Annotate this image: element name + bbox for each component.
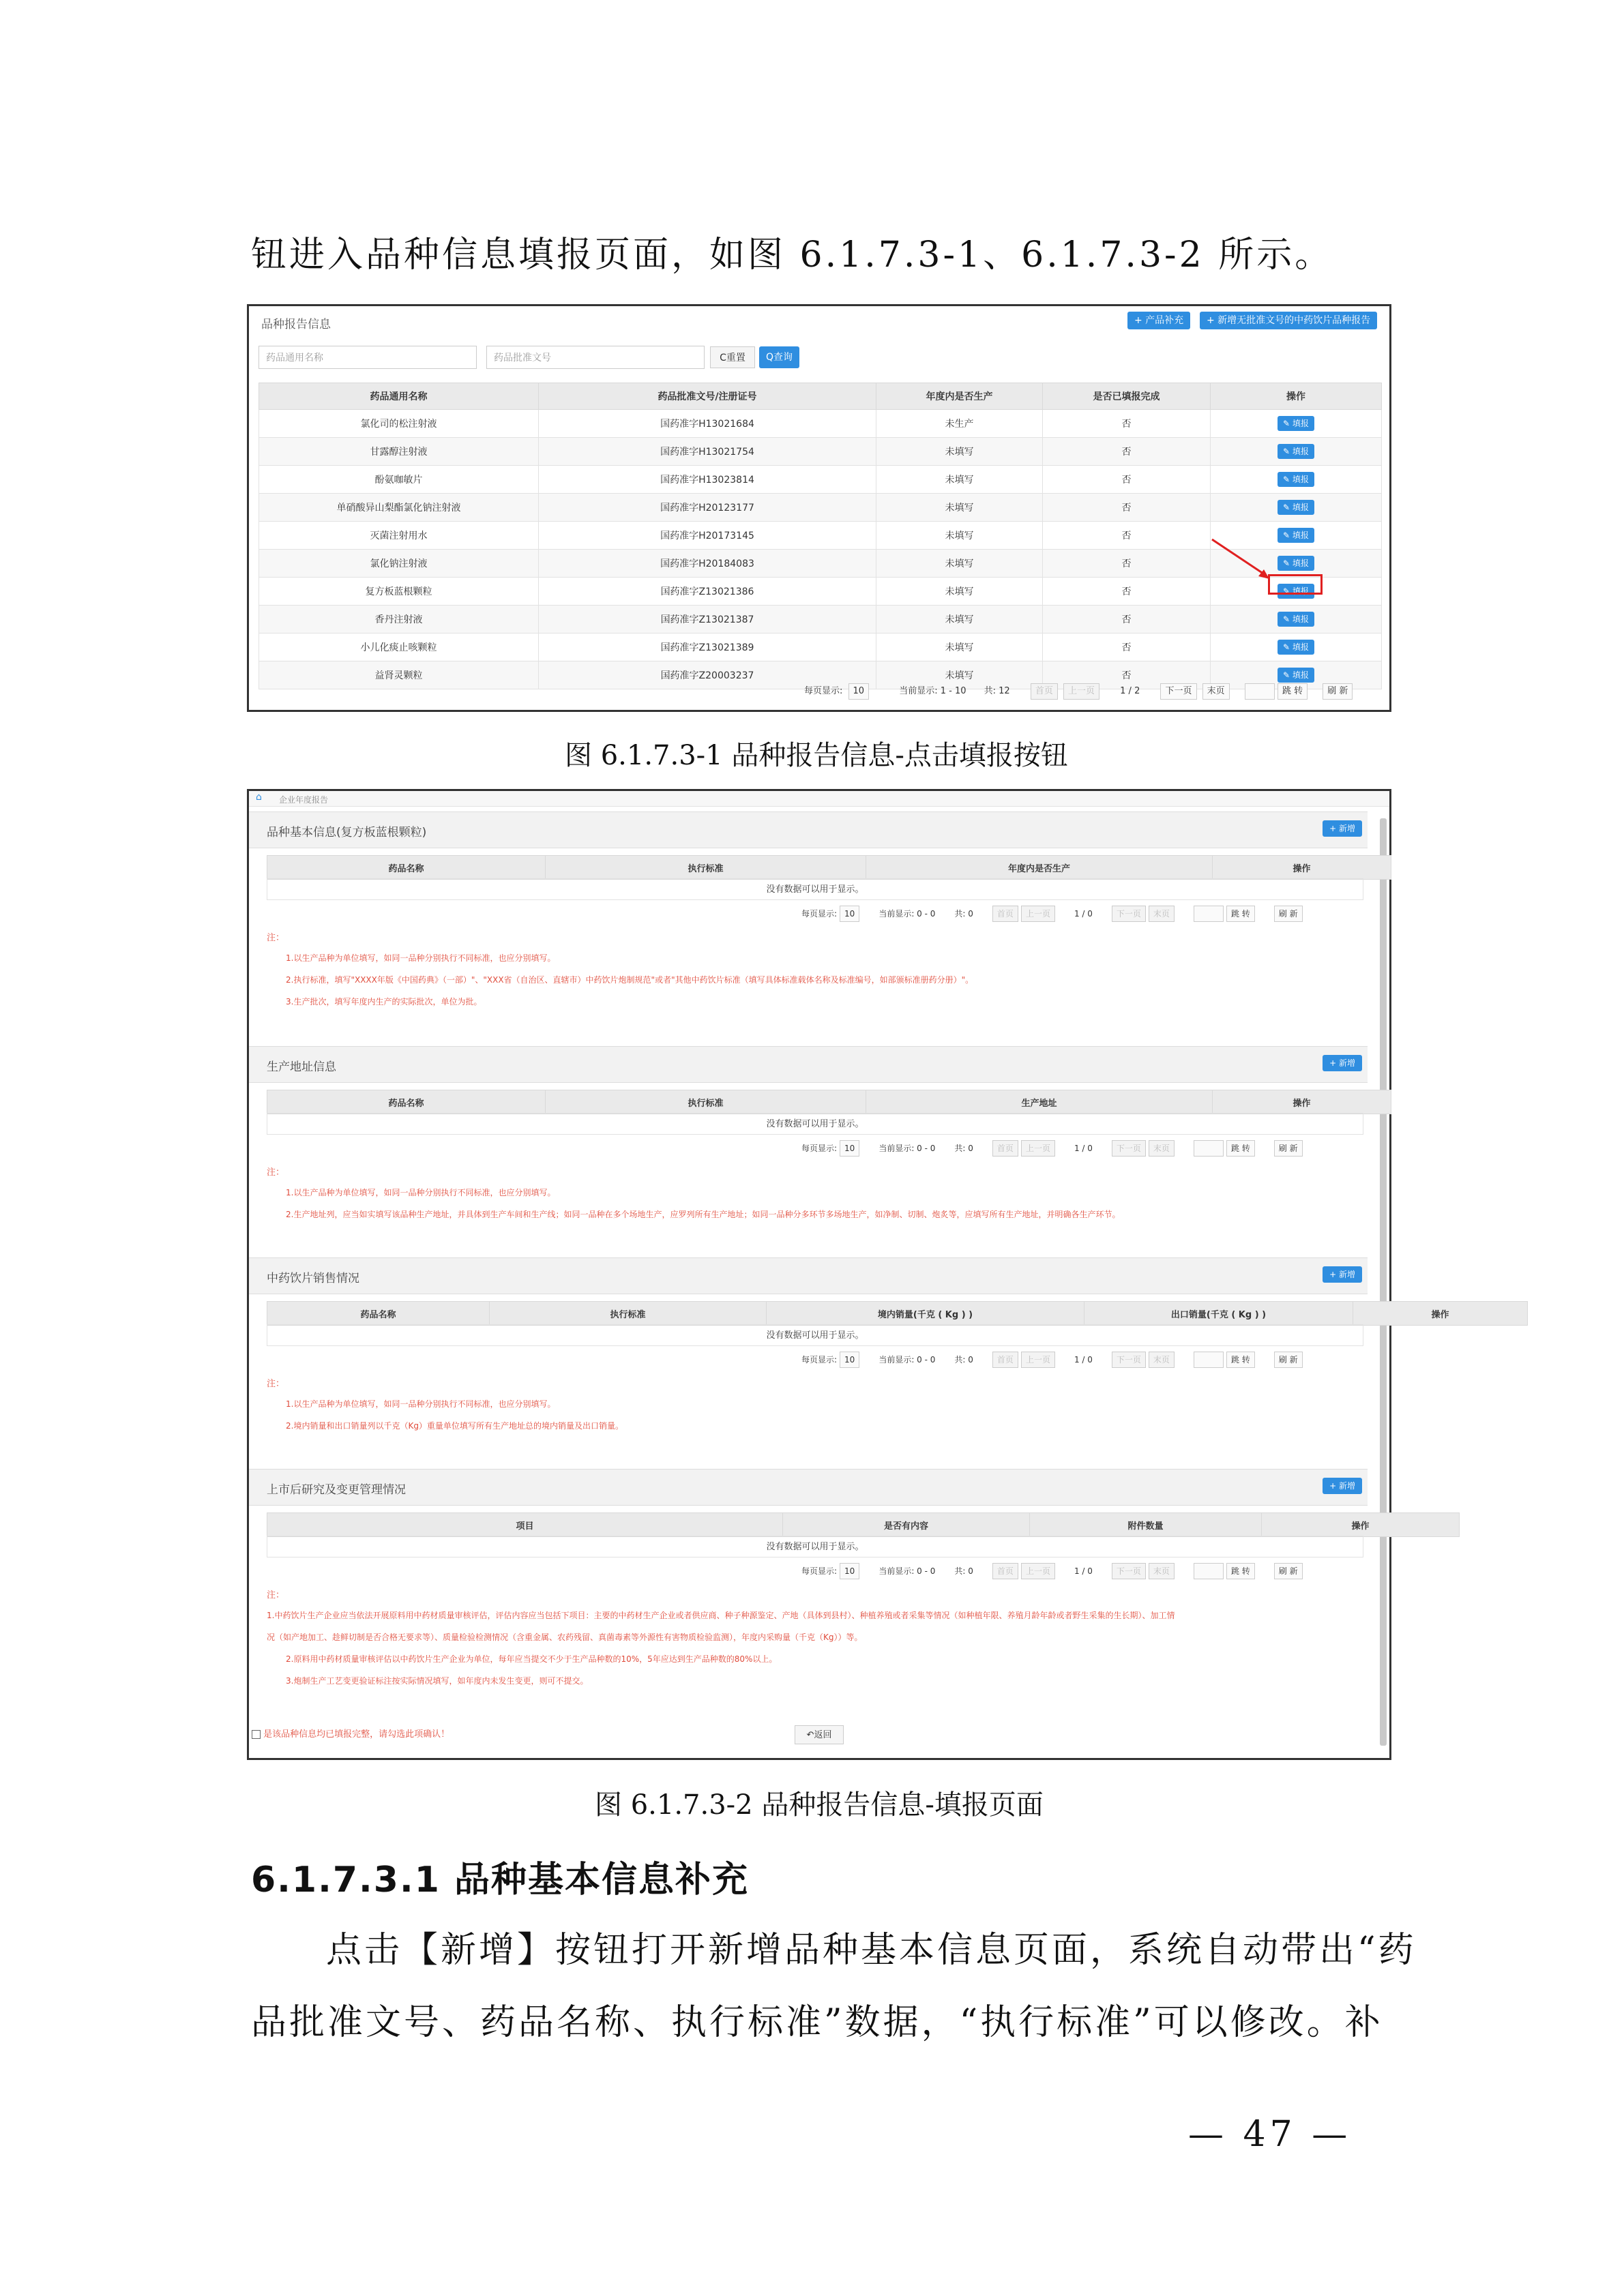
col-header-code: 药品批准文号/注册证号 <box>539 383 876 410</box>
breadcrumb-item[interactable]: 企业年度报告 <box>279 795 329 805</box>
cell-produced: 未填写 <box>876 633 1043 661</box>
cell-code: 国药准字H13021754 <box>539 438 876 466</box>
fill-report-label: 填报 <box>1292 558 1309 568</box>
col-header: 是否有内容 <box>783 1513 1030 1537</box>
note-text: 3.炮制生产工艺变更验证标注按实际情况填写，如年度内未发生变更，则可不提交。 <box>286 1676 589 1686</box>
cell-code: 国药准字H20123177 <box>539 494 876 522</box>
table-row <box>259 466 1382 494</box>
pager-current: 当前显示: 0 - 0 <box>879 1355 936 1365</box>
cell-name: 单硝酸异山梨酯氯化钠注射液 <box>259 494 539 522</box>
cell-produced: 未填写 <box>876 466 1043 494</box>
pager-total: 共: 0 <box>954 1144 973 1153</box>
pager-prev[interactable]: 上一页 <box>1021 1352 1055 1368</box>
home-icon[interactable]: ⌂ <box>256 792 262 803</box>
pager-total: 共: 0 <box>954 1355 973 1365</box>
cell-code: 国药准字Z20003237 <box>539 661 876 689</box>
first-page-button[interactable]: 首页 <box>1031 683 1058 700</box>
edit-icon: ✎ <box>1283 447 1293 456</box>
note-text: 况（如产地加工、趁鲜切制是否合格无要求等）、质量检验检测情况（含重金属、农药残留、真菌毒素等外源性有害物质检验监测），年度内采购量（千克（Kg））等。 <box>267 1632 863 1642</box>
edit-icon: ✎ <box>1283 586 1293 596</box>
section-title: 品种基本信息(复方板蓝根颗粒) <box>267 826 427 839</box>
col-header: 操作 <box>1213 1090 1391 1114</box>
pager-page: 1 / 0 <box>1074 1144 1093 1153</box>
jump-input[interactable] <box>1245 683 1275 700</box>
cell-done: 否 <box>1043 578 1211 606</box>
cell-code: 国药准字H20173145 <box>539 522 876 550</box>
pager-current: 当前显示: 0 - 0 <box>879 1144 936 1153</box>
cell-name: 香丹注射液 <box>259 606 539 633</box>
cell-action <box>1211 410 1382 438</box>
table-row <box>259 606 1382 633</box>
col-header: 操作 <box>1353 1302 1528 1326</box>
cell-code: 国药准字Z13021389 <box>539 633 876 661</box>
pager-per-page_label: 每页显示: <box>801 1144 838 1153</box>
table-row <box>259 494 1382 522</box>
pager <box>801 906 1303 922</box>
section-header <box>249 1046 1368 1083</box>
pager-first[interactable]: 首页 <box>992 906 1018 922</box>
col-header: 出口销量(千克 ( Kg ) ) <box>1084 1302 1353 1326</box>
fill-report-label: 填报 <box>1292 642 1309 652</box>
col-header-action: 操作 <box>1211 383 1382 410</box>
back-button[interactable] <box>795 1725 844 1744</box>
form-section <box>249 1252 1449 1457</box>
fill-report-button[interactable] <box>1278 500 1314 515</box>
pager-prev[interactable]: 上一页 <box>1021 906 1055 922</box>
section-table <box>267 855 1391 880</box>
total-count: 共: 12 <box>984 686 1010 696</box>
cell-done: 否 <box>1043 494 1211 522</box>
note-text: 2.执行标准，填写"XXXX年版《中国药典》（一部）"、"XXX省（自治区、直辖市）中药饮片炮制规范"或者"其他中药饮片标准（填写具体标准载体名称及标准编号，如部颁标准册药分册）"。 <box>286 975 974 985</box>
section-header <box>249 1257 1368 1294</box>
cell-code: 国药准字Z13021386 <box>539 578 876 606</box>
fill-report-button[interactable] <box>1278 556 1314 571</box>
pager-per-page_label: 每页显示: <box>801 1355 838 1365</box>
col-header: 生产地址 <box>866 1090 1213 1114</box>
cell-code: 国药准字H13021684 <box>539 410 876 438</box>
reset-button[interactable]: C重置 <box>710 346 755 368</box>
edit-icon: ✎ <box>1283 614 1293 624</box>
form-section <box>249 1041 1381 1245</box>
fill-report-label: 填报 <box>1292 419 1309 428</box>
note-text: 1.以生产品种为单位填写，如同一品种分别执行不同标准，也应分别填写。 <box>286 1188 556 1197</box>
para-line-2: 品批准文号、药品名称、执行标准”数据，“执行标准”可以修改。补 <box>251 2002 1383 2043</box>
cell-name: 氯化钠注射液 <box>259 550 539 578</box>
add-button[interactable]: + 新增 <box>1323 1478 1362 1494</box>
empty-row: 没有数据可以用于显示。 <box>267 1113 1363 1135</box>
col-header: 境内销量(千克 ( Kg ) ) <box>767 1302 1084 1326</box>
pager-refresh[interactable]: 刷 新 <box>1274 1140 1303 1157</box>
jump-input[interactable] <box>1194 1140 1224 1157</box>
cell-action <box>1211 494 1382 522</box>
fill-report-label: 填报 <box>1292 670 1309 680</box>
edit-icon: ✎ <box>1283 419 1293 428</box>
pager-page: 1 / 0 <box>1074 1355 1093 1365</box>
pager-page: 1 / 0 <box>1074 1566 1093 1576</box>
col-header-produced: 年度内是否生产 <box>876 383 1043 410</box>
pager <box>804 683 1353 700</box>
section-table <box>267 1301 1528 1326</box>
section-table <box>267 1512 1460 1537</box>
cell-name: 甘露醇注射液 <box>259 438 539 466</box>
table-row <box>259 438 1382 466</box>
pager <box>801 1140 1303 1157</box>
note-text: 1.以生产品种为单位填写，如同一品种分别执行不同标准，也应分别填写。 <box>286 953 556 963</box>
edit-icon: ✎ <box>1283 642 1293 652</box>
col-header-name: 药品通用名称 <box>259 383 539 410</box>
cell-done: 否 <box>1043 661 1211 689</box>
confirm-checkbox-row[interactable] <box>252 1727 449 1740</box>
note-text: 2.原料用中药材质量审核评估以中药饮片生产企业为单位，每年应当提交不少于生产品种数的10%，5年应达到生产品种数的80%以上。 <box>286 1654 778 1664</box>
pager-refresh[interactable]: 刷 新 <box>1274 906 1303 922</box>
edit-icon: ✎ <box>1283 670 1293 680</box>
next-page-button[interactable]: 下一页 <box>1160 683 1196 700</box>
edit-icon: ✎ <box>1283 503 1293 512</box>
intro-line: 钮进入品种信息填报页面，如图 6.1.7.3-1、6.1.7.3-2 所示。 <box>251 235 1333 275</box>
fill-report-button[interactable] <box>1278 472 1314 487</box>
pager-last[interactable]: 末页 <box>1149 1352 1175 1368</box>
section-table <box>267 1090 1391 1114</box>
col-header: 执行标准 <box>546 1090 866 1114</box>
cell-action <box>1211 633 1382 661</box>
fill-report-label: 填报 <box>1292 503 1309 512</box>
pager-jump[interactable]: 跳 转 <box>1226 1352 1255 1368</box>
cell-code: 国药准字Z13021387 <box>539 606 876 633</box>
cell-produced: 未填写 <box>876 661 1043 689</box>
pager-total: 共: 0 <box>954 909 973 919</box>
pager <box>801 1563 1303 1579</box>
cell-done: 否 <box>1043 522 1211 550</box>
form-section <box>249 806 1381 1011</box>
per-page-label: 每页显示: <box>804 686 843 696</box>
pager-last[interactable]: 末页 <box>1149 1140 1175 1157</box>
pager-per-page[interactable]: 10 <box>840 906 859 922</box>
cell-action <box>1211 438 1382 466</box>
pager-page: 1 / 0 <box>1074 909 1093 919</box>
cell-action <box>1211 466 1382 494</box>
pager-jump[interactable]: 跳 转 <box>1226 906 1255 922</box>
page-indicator: 1 / 2 <box>1120 686 1140 696</box>
pager-refresh[interactable]: 刷 新 <box>1274 1352 1303 1368</box>
jump-input[interactable] <box>1194 1563 1224 1579</box>
search-name-input[interactable]: 药品通用名称 <box>259 346 477 369</box>
section-title: 生产地址信息 <box>267 1060 336 1074</box>
pager-per-page[interactable]: 10 <box>840 1352 859 1368</box>
col-header-done: 是否已填报完成 <box>1043 383 1211 410</box>
col-header: 附件数量 <box>1030 1513 1262 1537</box>
fill-report-button[interactable] <box>1278 612 1314 627</box>
note-label: 注： <box>267 1379 285 1389</box>
pager <box>801 1352 1303 1368</box>
pager-refresh[interactable]: 刷 新 <box>1274 1563 1303 1579</box>
per-page-select[interactable]: 10 <box>848 683 870 700</box>
pager-first[interactable]: 首页 <box>992 1140 1018 1157</box>
pager-first[interactable]: 首页 <box>992 1352 1018 1368</box>
table-row <box>259 633 1382 661</box>
note-text: 1.以生产品种为单位填写，如同一品种分别执行不同标准，也应分别填写。 <box>286 1399 556 1409</box>
add-button[interactable]: + 新增 <box>1323 1055 1362 1071</box>
cell-name: 灭菌注射用水 <box>259 522 539 550</box>
figure1-caption: 图 6.1.7.3-1 品种报告信息-点击填报按钮 <box>565 740 1068 771</box>
jump-button[interactable]: 跳 转 <box>1278 683 1308 700</box>
table-row <box>259 410 1382 438</box>
empty-row: 没有数据可以用于显示。 <box>267 1324 1363 1346</box>
fill-report-label: 填报 <box>1292 475 1309 484</box>
col-header: 药品名称 <box>267 856 546 880</box>
jump-input[interactable] <box>1194 906 1224 922</box>
refresh-button[interactable]: 刷 新 <box>1323 683 1353 700</box>
cell-done: 否 <box>1043 410 1211 438</box>
cell-produced: 未填写 <box>876 494 1043 522</box>
cell-produced: 未填写 <box>876 438 1043 466</box>
fill-report-button[interactable] <box>1278 640 1314 655</box>
pager-next[interactable]: 下一页 <box>1112 1352 1146 1368</box>
pager-per-page_label: 每页显示: <box>801 909 838 919</box>
last-page-button[interactable]: 末页 <box>1202 683 1230 700</box>
cell-done: 否 <box>1043 633 1211 661</box>
cell-produced: 未填写 <box>876 550 1043 578</box>
report-table <box>259 383 1382 689</box>
figure2-screenshot <box>247 789 1449 1760</box>
edit-icon: ✎ <box>1283 475 1293 484</box>
add-new-report-button[interactable]: + 新增无批准文号的中药饮片品种报告 <box>1200 312 1377 329</box>
col-header: 年度内是否生产 <box>866 856 1213 880</box>
section-header <box>249 811 1368 848</box>
edit-icon: ✎ <box>1283 531 1293 540</box>
confirm-checkbox[interactable] <box>252 1730 261 1739</box>
pager-last[interactable]: 末页 <box>1149 906 1175 922</box>
form-section <box>249 1463 1381 1686</box>
cell-done: 否 <box>1043 550 1211 578</box>
cell-produced: 未填写 <box>876 578 1043 606</box>
fill-report-button[interactable] <box>1278 668 1314 683</box>
add-product-button[interactable]: + 产品补充 <box>1127 312 1190 329</box>
jump-input[interactable] <box>1194 1352 1224 1368</box>
cell-name: 益肾灵颗粒 <box>259 661 539 689</box>
fill-report-label: 填报 <box>1292 531 1309 540</box>
section-title: 中药饮片销售情况 <box>267 1272 359 1285</box>
cell-produced: 未填写 <box>876 522 1043 550</box>
col-header: 项目 <box>267 1513 783 1537</box>
cell-action <box>1211 606 1382 633</box>
note-label: 注： <box>267 1590 285 1600</box>
query-button[interactable]: Q查询 <box>759 346 799 368</box>
pager-next[interactable]: 下一页 <box>1112 906 1146 922</box>
note-text: 1.中药饮片生产企业应当依法开展原料用中药材质量审核评估，评估内容应当包括下项目：主要的中药材生产企业或者供应商、种子种源鉴定、产地（具体到县村）、种植养殖或者采集等情况（如种植年限、养殖月龄年龄或者野生采集的生长期）、加工情 <box>267 1611 1175 1620</box>
pager-next[interactable]: 下一页 <box>1112 1563 1146 1579</box>
pager-current: 当前显示: 0 - 0 <box>879 909 936 919</box>
col-header: 操作 <box>1262 1513 1460 1537</box>
cell-name: 酚氨咖敏片 <box>259 466 539 494</box>
edit-icon: ✎ <box>1283 558 1293 568</box>
back-button-label: 返回 <box>814 1730 832 1740</box>
col-header: 药品名称 <box>267 1090 546 1114</box>
fill-report-label: 填报 <box>1292 586 1309 596</box>
cell-name: 氯化司的松注射液 <box>259 410 539 438</box>
pager-per-page_label: 每页显示: <box>801 1566 838 1576</box>
pager-jump[interactable]: 跳 转 <box>1226 1563 1255 1579</box>
cell-done: 否 <box>1043 606 1211 633</box>
figure1-screenshot <box>247 304 1391 712</box>
section-heading: 6.1.7.3.1 品种基本信息补充 <box>251 1860 750 1900</box>
empty-row: 没有数据可以用于显示。 <box>267 878 1363 900</box>
cell-code: 国药准字H13023814 <box>539 466 876 494</box>
pager-jump[interactable]: 跳 转 <box>1226 1140 1255 1157</box>
add-button[interactable]: + 新增 <box>1323 1266 1362 1283</box>
cell-name: 复方板蓝根颗粒 <box>259 578 539 606</box>
pager-current: 当前显示: 0 - 0 <box>879 1566 936 1576</box>
pager-per-page[interactable]: 10 <box>840 1140 859 1157</box>
panel-title: 品种报告信息 <box>261 318 331 331</box>
pager-first[interactable]: 首页 <box>992 1563 1018 1579</box>
note-text: 2.生产地址列，应当如实填写该品种生产地址，并具体到生产车间和生产线；如同一品种在多个场地生产，应罗列所有生产地址；如同一品种分多环节多场地生产，如净制、切制、炮炙等，应填写所有生产地址，并明确各生产环节。 <box>286 1210 1121 1219</box>
fill-report-button[interactable] <box>1278 416 1314 431</box>
col-header: 操作 <box>1213 856 1391 880</box>
para-line-1: 点击【新增】按钮打开新增品种基本信息页面，系统自动带出“药 <box>326 1930 1417 1971</box>
cell-name: 小儿化痰止咳颗粒 <box>259 633 539 661</box>
section-title: 上市后研究及变更管理情况 <box>267 1483 406 1497</box>
fill-report-button[interactable] <box>1278 528 1314 543</box>
page-number: — 47 — <box>1188 2114 1352 2155</box>
pager-next[interactable]: 下一页 <box>1112 1140 1146 1157</box>
note-label: 注： <box>267 933 285 943</box>
add-button[interactable]: + 新增 <box>1323 820 1362 837</box>
note-label: 注： <box>267 1167 285 1178</box>
cell-produced: 未生产 <box>876 410 1043 438</box>
search-approval-input[interactable]: 药品批准文号 <box>486 346 705 369</box>
fill-report-button[interactable] <box>1278 444 1314 459</box>
note-text: 2.境内销量和出口销量列以千克（Kg）重量单位填写所有生产地址总的境内销量及出口销量。 <box>286 1421 623 1431</box>
col-header: 药品名称 <box>267 1302 490 1326</box>
col-header: 执行标准 <box>546 856 866 880</box>
figure2-caption: 图 6.1.7.3-2 品种报告信息-填报页面 <box>595 1789 1044 1821</box>
section-header <box>249 1469 1368 1506</box>
pager-last[interactable]: 末页 <box>1149 1563 1175 1579</box>
current-range: 当前显示: 1 - 10 <box>899 686 966 696</box>
cell-code: 国药准字H20184083 <box>539 550 876 578</box>
cell-produced: 未填写 <box>876 606 1043 633</box>
note-text: 3.生产批次，填写年度内生产的实际批次，单位为批。 <box>286 997 482 1007</box>
fill-report-label: 填报 <box>1292 614 1309 624</box>
cell-done: 否 <box>1043 438 1211 466</box>
empty-row: 没有数据可以用于显示。 <box>267 1536 1363 1557</box>
breadcrumb <box>249 791 1389 807</box>
col-header: 执行标准 <box>490 1302 767 1326</box>
pager-prev[interactable]: 上一页 <box>1021 1140 1055 1157</box>
red-arrow-icon <box>1211 538 1272 586</box>
highlight-box <box>1268 574 1323 595</box>
prev-page-button[interactable]: 上一页 <box>1063 683 1099 700</box>
pager-per-page[interactable]: 10 <box>840 1563 859 1579</box>
confirm-text: 是该品种信息均已填报完整，请勾选此项确认！ <box>263 1729 450 1740</box>
pager-total: 共: 0 <box>954 1566 973 1576</box>
cell-done: 否 <box>1043 466 1211 494</box>
fill-report-label: 填报 <box>1292 447 1309 456</box>
back-arrow-icon: ↶ <box>806 1730 814 1740</box>
pager-prev[interactable]: 上一页 <box>1021 1563 1055 1579</box>
